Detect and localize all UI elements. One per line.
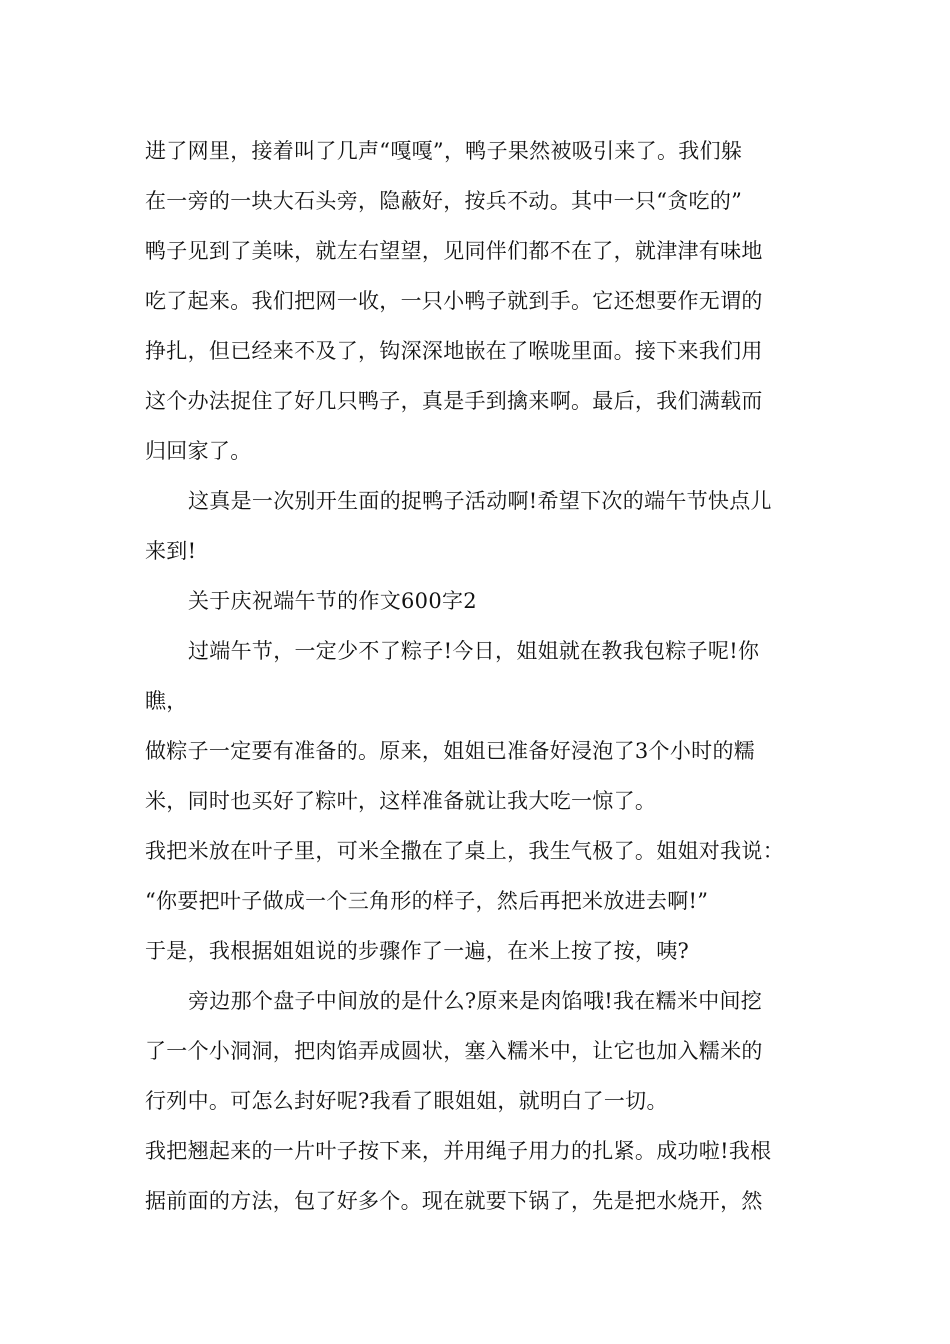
text-line: 挣扎，但已经来不及了，钩深深地嵌在了喉咙里面。接下来我们用 [145,339,763,363]
text-line: 行列中。可怎么封好呢?我看了眼姐姐，就明白了一切。 [145,1089,668,1113]
text-line: 据前面的方法，包了好多个。现在就要下锅了，先是把水烧开，然 [145,1189,763,1213]
text-line: 于是，我根据姐姐说的步骤作了一遍，在米上按了按，咦? [145,939,690,963]
text-line: “你要把叶子做成一个三角形的样子，然后再把米放进去啊!” [145,889,709,913]
text-line: 这个办法捉住了好几只鸭子，真是手到擒来啊。最后，我们满载而 [145,389,763,413]
text-line: 旁边那个盘子中间放的是什么?原来是肉馅哦!我在糯米中间挖 [188,989,763,1013]
text-line: 米，同时也买好了粽叶，这样准备就让我大吃一惊了。 [145,789,657,813]
text-line: 瞧， [145,689,188,713]
text-line: 做粽子一定要有准备的。原来，姐姐已准备好浸泡了3个小时的糯 [145,739,756,763]
text-line: 这真是一次别开生面的捉鸭子活动啊!希望下次的端午节快点儿 [188,489,772,513]
text-line: 鸭子见到了美味，就左右望望，见同伴们都不在了，就津津有味地 [145,239,763,263]
text-line: 我把米放在叶子里，可米全撒在了桌上，我生气极了。姐姐对我说： [145,839,784,863]
section-heading: 关于庆祝端午节的作文600字2 [188,589,477,613]
text-line: 进了网里，接着叫了几声“嘎嘎”，鸭子果然被吸引来了。我们躲 [145,139,743,163]
text-line: 吃了起来。我们把网一收，一只小鸭子就到手。它还想要作无谓的 [145,289,763,313]
text-line: 在一旁的一块大石头旁，隐蔽好，按兵不动。其中一只“贪吃的” [145,189,743,213]
text-line: 了一个小洞洞，把肉馅弄成圆状，塞入糯米中，让它也加入糯米的 [145,1039,763,1063]
text-line: 我把翘起来的一片叶子按下来，并用绳子用力的扎紧。成功啦!我根 [145,1139,772,1163]
text-line: 过端午节，一定少不了粽子!今日，姐姐就在教我包粽子呢!你 [188,639,760,663]
text-line: 来到! [145,539,197,563]
text-line: 归回家了。 [145,439,252,463]
